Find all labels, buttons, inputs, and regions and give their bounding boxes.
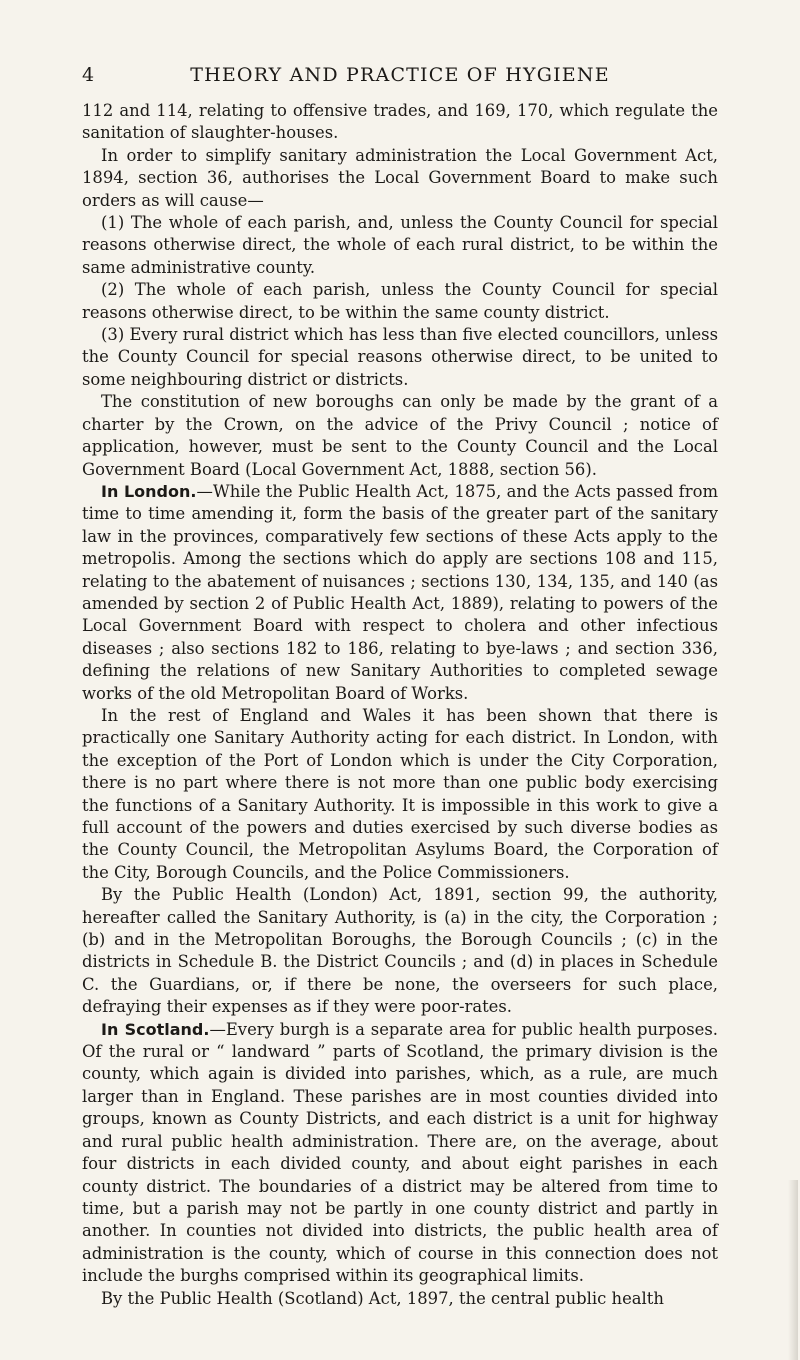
page-number: 4 bbox=[82, 64, 95, 86]
running-title: THEORY AND PRACTICE OF HYGIENE bbox=[190, 64, 610, 86]
section-heading-london: In London. bbox=[101, 481, 197, 501]
paragraph-clause-1: (1) The whole of each parish, and, unless the County Council for special reasons otherwise direct, the whole of each rural district, to be within the same administrative county. bbox=[82, 213, 718, 277]
paragraph-rest-of-england: In the rest of England and Wales it has been shown that there is practically one Sanitary Authority acting for each district. In London, with the exception of the Port of London which is under the City Corporation, there is no part where there is not more than one public body exercising the functions of a Sanitary Authority. It is impossible in this work to give a full account of the powers and duties exercised by such diverse bodies as the County Council, the Metropolitan Asylums Board, the Corporation of the City, Borough Councils, and the Police Commissioners. bbox=[82, 705, 718, 882]
paragraph-in-london bbox=[82, 481, 718, 705]
paragraph-clause-3: (3) Every rural district which has less than five elected councillors, unless the County Council for special reasons otherwise direct, to be united to some neighbouring district or districts. bbox=[82, 325, 718, 389]
running-header bbox=[0, 64, 800, 90]
paragraph-new-boroughs: The constitution of new boroughs can only be made by the grant of a charter by the Crown, on the advice of the Privy Council ; notice of application, however, must be sent to the County Council and the Local Government Board (Local Government Act, 1888, section 56). bbox=[82, 392, 718, 479]
paragraph-public-health-london-act: By the Public Health (London) Act, 1891, section 99, the authority, hereafter called the Sanitary Authority, is (a) in the city, the Corporation ; (b) and in the Metropolitan Boroughs, the Borough Councils ; (c) in the districts in Schedule B. the District Councils ; and (d) in places in Schedule C. the Guardians, or, if there be none, the overseers for such place, defraying their expenses as if they were poor-rates. bbox=[82, 885, 718, 1017]
paragraph-local-government-act: In order to simplify sanitary administration the Local Government Act, 1894, section 36, authorises the Local Government Board to make such orders as will cause— bbox=[82, 145, 718, 210]
paragraph-in-scotland-text: —Every burgh is a separate area for public health purposes. Of the rural or “ landward ” parts of Scotland, the primary division is the county, which again is divided into parishes, which, as a rule, are much larger than in England. These parishes are in most counties divided into groups, known as County Districts, and each district is a unit for highway and rural public health administration. There are, on the average, about four districts in each divided county, and about eight parishes in each county district. The boundaries of a district may be altered from time to time, but a parish may not be partly in one county district and partly in another. In counties not divided into districts, the public health area of administration is the county, which of course in this connection does not include the burghs comprised within its geographical limits. bbox=[82, 1019, 718, 1286]
paragraph-offensive-trades: 112 and 114, relating to offensive trades, and 169, 170, which regulate the sanitation of slaughter-houses. bbox=[82, 101, 718, 143]
section-heading-scotland: In Scotland. bbox=[101, 1019, 210, 1039]
paragraph-in-london-text: —While the Public Health Act, 1875, and the Acts passed from time to time amending it, form the basis of the greater part of the sanitary law in the provinces, comparatively few sections of these Acts apply to the metropolis. Among the sections which do apply are sections 108 and 115, relating to the abatement of nuisances ; sections 130, 134, 135, and 140 (as amended by section 2 of Public Health Act, 1889), relating to powers of the Local Government Board with respect to cholera and other infectious diseases ; also sections 182 to 186, relating to bye-laws ; and section 336, defining the relations of new Sanitary Authorities to completed sewage works of the old Metropolitan Board of Works. bbox=[82, 481, 718, 703]
body-text bbox=[82, 100, 718, 1310]
paragraph-in-scotland bbox=[82, 1019, 718, 1288]
paragraph-public-health-scotland-act: By the Public Health (Scotland) Act, 1897, the central public health bbox=[101, 1288, 664, 1308]
page-edge-shadow bbox=[788, 1180, 798, 1360]
paragraph-clause-2: (2) The whole of each parish, unless the County Council for special reasons otherwise direct, to be within the same county district. bbox=[82, 280, 718, 322]
